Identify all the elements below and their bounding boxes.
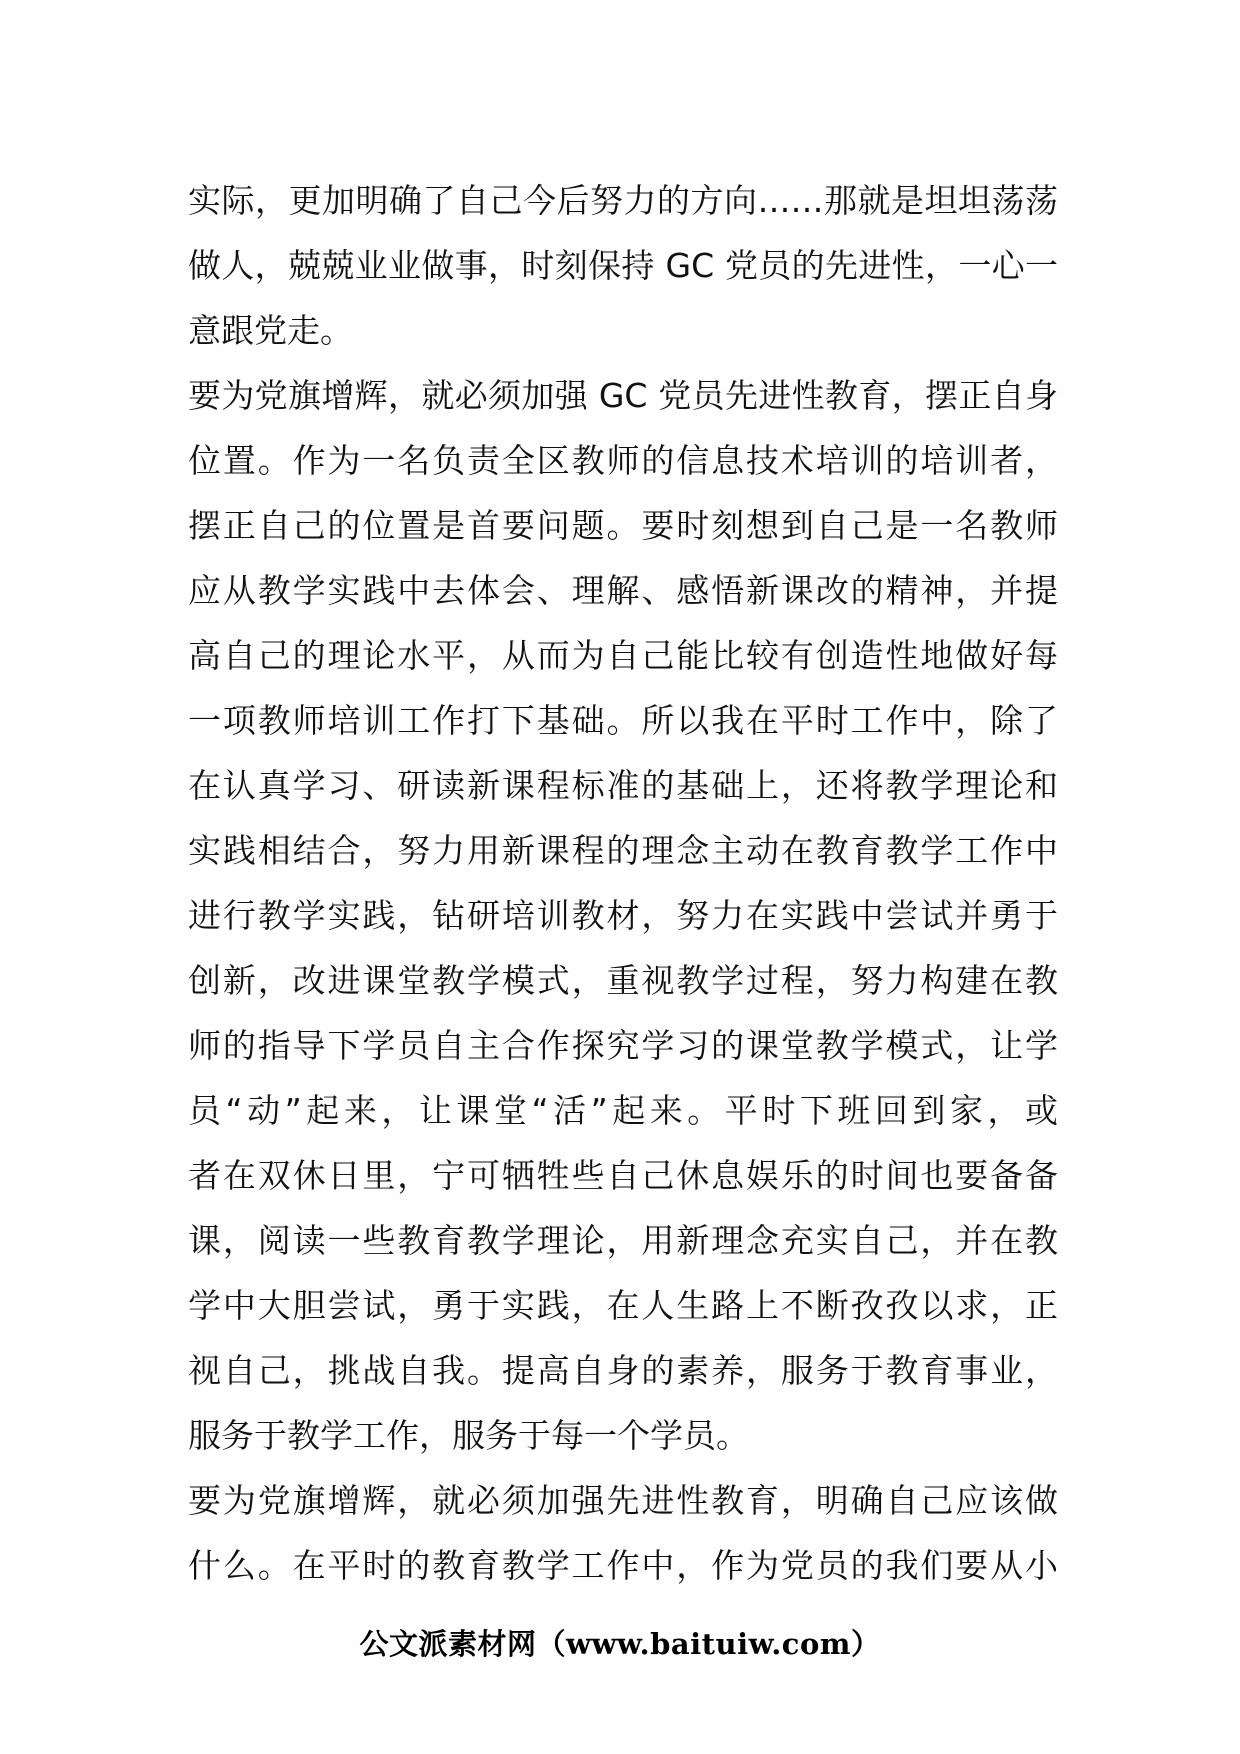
text-line: 实际，更加明确了自己今后努力的方向……那就是坦坦荡荡	[188, 181, 1058, 220]
text-line: 进行教学实践，钻研培训教材，努力在实践中尝试并勇于	[188, 896, 1058, 935]
text-line: 在认真学习、研读新课程标准的基础上，还将教学理论和	[188, 766, 1058, 805]
text-line: 什么。在平时的教育教学工作中，作为党员的我们要从小	[188, 1546, 1058, 1585]
text-line: 做人，兢兢业业做事，时刻保持 GC 党员的先进性，一心一	[188, 246, 1058, 285]
text-line: 意跟党走。	[188, 311, 353, 350]
text-line: 要为党旗增辉，就必须加强 GC 党员先进性教育，摆正自身	[188, 376, 1058, 415]
text-line: 服务于教学工作，服务于每一个学员。	[188, 1416, 749, 1455]
text-line: 实践相结合，努力用新课程的理念主动在教育教学工作中	[188, 831, 1058, 870]
text-line: 者在双休日里，宁可牺牲些自己休息娱乐的时间也要备备	[188, 1156, 1058, 1195]
text-line: 课，阅读一些教育教学理论，用新理念充实自己，并在教	[188, 1221, 1058, 1260]
text-line: 视自己，挑战自我。提高自身的素养，服务于教育事业，	[188, 1351, 1058, 1390]
text-line: 位置。作为一名负责全区教师的信息技术培训的培训者，	[188, 441, 1058, 480]
text-line: 创新，改进课堂教学模式，重视教学过程，努力构建在教	[188, 961, 1058, 1000]
text-line: 要为党旗增辉，就必须加强先进性教育，明确自己应该做	[188, 1481, 1058, 1520]
body-text	[188, 168, 1058, 1598]
text-line: 师的指导下学员自主合作探究学习的课堂教学模式，让学	[188, 1026, 1058, 1065]
text-line: 摆正自己的位置是首要问题。要时刻想到自己是一名教师	[188, 506, 1058, 545]
footer-watermark: 公文派素材网（www.baituiw.com）	[359, 1627, 881, 1661]
text-line: 员“动”起来，让课堂“活”起来。平时下班回到家，或	[188, 1091, 1058, 1130]
text-line: 学中大胆尝试，勇于实践，在人生路上不断孜孜以求，正	[188, 1286, 1058, 1325]
text-line: 一项教师培训工作打下基础。所以我在平时工作中，除了	[188, 701, 1058, 740]
text-line: 应从教学实践中去体会、理解、感悟新课改的精神，并提	[188, 571, 1058, 610]
text-line: 高自己的理论水平，从而为自己能比较有创造性地做好每	[188, 636, 1058, 675]
